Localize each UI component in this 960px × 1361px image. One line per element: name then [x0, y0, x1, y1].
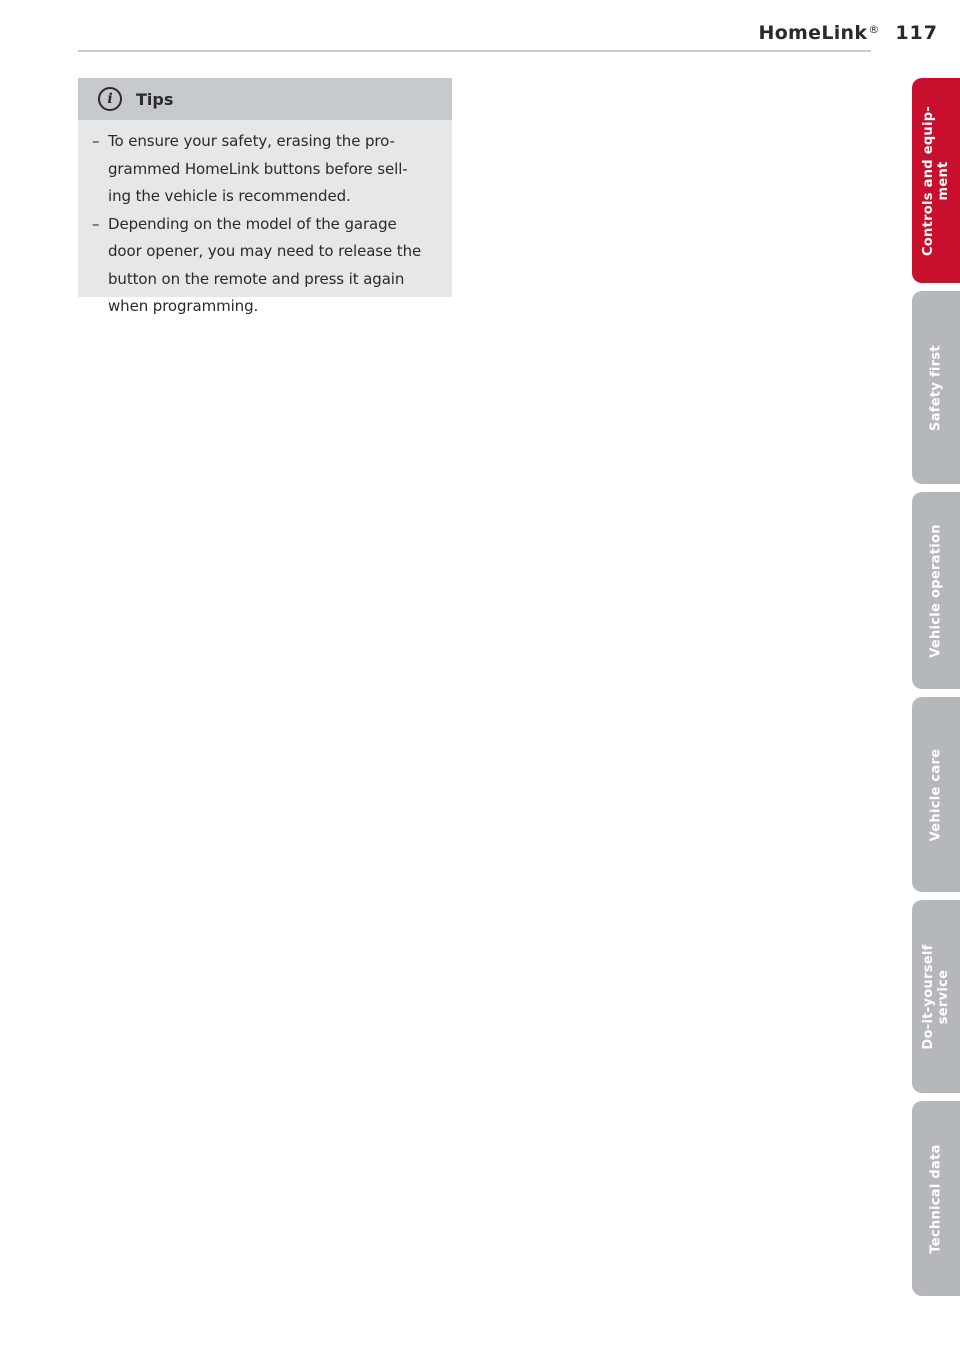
info-circle-icon: i — [98, 87, 122, 111]
side-tab-do-it-yourself-service[interactable] — [912, 900, 960, 1093]
tips-line-text: To ensure your safety, erasing the pro- — [108, 132, 395, 150]
side-tab-label-line2: service — [936, 969, 951, 1024]
side-tab-label: Technical data — [928, 1143, 944, 1254]
side-tab-label: Vehicle care — [928, 748, 944, 841]
header-divider — [78, 50, 871, 52]
section-title: HomeLink — [758, 22, 868, 44]
side-tab-label-line2: ment — [936, 160, 951, 201]
tips-line — [86, 128, 440, 156]
side-tab-label — [921, 944, 951, 1049]
side-tab-safety-first[interactable] — [912, 291, 960, 484]
side-tab-label-line1: Controls and equip- — [921, 105, 936, 256]
registered-mark: ® — [868, 23, 880, 36]
page-number: 117 — [895, 22, 938, 44]
tips-line — [86, 293, 440, 321]
side-tab-label: Vehicle operation — [928, 523, 944, 658]
tips-line-text: button on the remote and press it again — [108, 269, 405, 288]
tips-line — [86, 183, 440, 211]
side-tab-label: Safety first — [928, 344, 944, 431]
tips-line-text: when programming. — [108, 297, 259, 315]
tips-line-text: Depending on the model of the garage — [108, 214, 397, 233]
bullet-dash: – — [92, 132, 100, 150]
tips-list — [78, 120, 452, 321]
tips-header — [78, 78, 452, 120]
tips-line-text: grammed HomeLink buttons before sell- — [108, 159, 408, 178]
side-tab-controls-and-equipment[interactable] — [912, 78, 960, 283]
side-tab-label — [921, 105, 951, 255]
bullet-dash: – — [92, 214, 100, 233]
side-tab-label-line1: Do-it-yourself — [921, 943, 936, 1050]
tips-line-text: door opener, you may need to release the — [108, 242, 422, 260]
side-tab-vehicle-care[interactable] — [912, 697, 960, 892]
tips-line — [86, 211, 440, 239]
side-tab-technical-data[interactable] — [912, 1101, 960, 1296]
side-tab-vehicle-operation[interactable] — [912, 492, 960, 689]
tips-line — [86, 266, 440, 294]
tips-title: Tips — [136, 89, 174, 109]
tips-box — [78, 78, 452, 315]
tips-line — [86, 156, 440, 184]
tips-line-text: ing the vehicle is recommended. — [108, 187, 351, 205]
tips-line — [86, 238, 440, 266]
